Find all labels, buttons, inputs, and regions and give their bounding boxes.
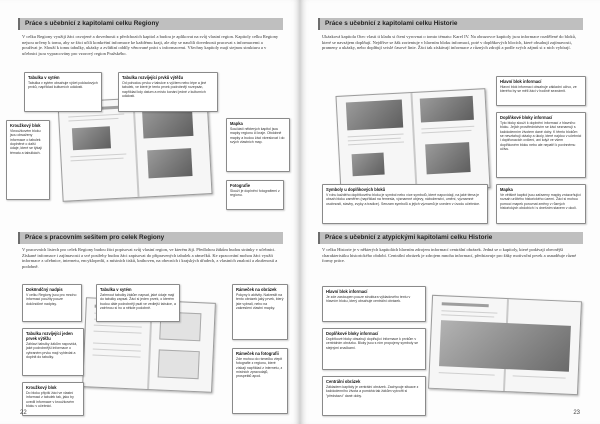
right-page bbox=[300, 0, 600, 424]
atypical-spread-thumbnail bbox=[428, 295, 582, 395]
callout-final-heading: Doköndčný nadpis V celku Regiony jsou pro mnoho informací použity pouze doköndčné nadpisy. bbox=[22, 284, 82, 322]
section-intro: Ukázková kapitola Otec vlasti ti kladu si čtení vyrovnat o tomto tématu: Karel IV. Na obrazovce kapitoly jsou informace rozdělené do bloků, které se navzájem doplňují. Nejdříve se žák zorientuje v hlavním bloku informací, poté v doplňkových blocích, které obsahují zajímavosti, prameny a ukázky, nebo doplňují svislé časové linie. Žáci tak získávají informace z různých zdrojů a podle svých zájmů si z nich vybírají. bbox=[322, 34, 576, 51]
callout-main-block: Hlavní blok informací Hlavní blok informací obsahuje základní učivo, ze kterého by se měli žáci v hodině seznámit. bbox=[496, 76, 586, 106]
callout-table-one-element: Tabulka rozvíjející jeden prvek výtěžu Záhlaví tabulky žákům napovídá, jaké podrobnější informace o vybraném prvku mají vyhledat a doplnit do tabulky. bbox=[22, 328, 84, 376]
callout-photo-frame: Rámeček na fotografii Zde mohou do rámečku vlepit fotografie z regionu, které získají například z internetu, z místních zpravodajů, prospektů apod. bbox=[232, 348, 288, 414]
section-banner: Práce s učebnicí z kapitolami celku Historie bbox=[318, 18, 583, 30]
callout-main-block-atypical: Hlavní blok informací Je zde zastoupen pouze struktura výkladového textu v hlavním bloku, který obsahuje centrální obrázek. bbox=[322, 286, 426, 322]
page-number: 22 bbox=[20, 410, 27, 416]
callout-ring-block: Kroužkový blok Vkroužkovém bloku jsou obsaženy informace o tabulek doplněné o další údaje, které se týkají tématu a tabulkách. bbox=[6, 120, 50, 200]
section-banner: Práce s učebnicí z kapitolami celku Regiony bbox=[18, 18, 283, 30]
callout-block-symbols: Symboly u doplňkových bloků V rohu každého doplňkového bloku je symbol nebo více symbolů, které napovídají, na jaké téma je obsah bloku zaměřen (například na řemesla, významné objevy, náboženství, umění, významné osobnosti, stavby, zvyky a tradice). Senzam symbolů a jejich významů je uveden v úvodu učebnice. bbox=[322, 184, 488, 224]
callout-central-image: Centrální obrázek Základem kapitoly je centrální obrázek. Zachycuje situace z každodenního života a pomáhá tak žákům vytvořit si "představu" dané doby. bbox=[322, 376, 426, 416]
callout-map-history: Mapka Ve většině kapitol jsou zařazeny mapky znázorňující rozsah určitého historického území. Žáci si mohou pomocí mapek porovnat změny v různých historických obdobích i s dnešním stavem v okolí. bbox=[496, 184, 586, 224]
callout-supplementary-atypical: Doplňkové bloky informací Doplňkové bloky obsahují doplňující informace k prvkům v centrálním obrázku. Bloky jsou s ním propojeny symboly se stejnými značkami. bbox=[322, 328, 426, 370]
section-banner: Práce s učebnicí z atypickými kapitolami celku Historie bbox=[318, 232, 583, 244]
callout-table-system: Tabulka v sytém Tabulka v sytém obsahuje výčet pokladových prvků, například kulturních událostí. bbox=[24, 72, 102, 112]
callout-photo: Fotografie Slouží je doplnění fotografiemi z regionu. bbox=[226, 180, 284, 210]
callout-picture-frame: Rámeček na obrázek Pokyny k aktivity. Nakreslit na tento obrázek jaký prvek, který jste vybrali, nebo na zakreslení vlastní mapky. bbox=[232, 284, 288, 340]
section-intro: V celku Regiony využijí žáci osvojené a dovednosti z předchozích kapitol a budou je aplikovat na svůj vlastní region. Kapitoly celku Regiony nejsou určeny k tomu, aby se žáci učili konkrétní informace ke každému kraji, ale aby se naučili dovednosti pracovat s informacemi a používat je. Slouží k tomu tabulky, ukázky a zvláštní oddíly věnované práci s informacemi. Všechny kapitoly mají stejnou strukturu a v učebnici jsou vypracovány pro vzorový region Pražského. bbox=[22, 34, 279, 56]
callout-ring-block-workbook: Kroužkový blok Do bloku připíší žáci ve vlastní informaci z tabulek tak, jako by uvedli informace v kroužkovém bloku v učebnici. bbox=[22, 382, 84, 416]
page-number: 23 bbox=[573, 410, 580, 416]
section-intro: V celku Historie je v některých kapitolách hlavním zdrojem informací centrální obrázek. Jedná se o kapitoly, které podávají obecnější charakteristiku historického období. Centrální obrázek je zdrojem mnoha informací, představuje pro žáky motivační prvek a usnadňuje různé formy práce. bbox=[322, 247, 577, 264]
callout-map: Mapka Součástí některých kapitol jsou mapky regionu či kraje. Obdobně mapky a budou žáci vkreslovat i do svých vlastních map. bbox=[226, 118, 290, 172]
section-intro: V pracovních listech pro celek Regiony budou žáci popisovat svůj vlastní region, ve kterém žijí. Předlohou žákům budou stránky v učebnici. Získané informace i zajímavosti a své postřehy budou žáci zapisovat do připravených tabulek a rámečků. Ke zpracování mohou žáci využít informace z učebnice, internetu, encyklopedií, z místních tisků, knihoven, na obecních i krajských úřadech, z vlastních znalostí a zkušeností a podobně. bbox=[22, 247, 278, 269]
callout-table-developing: Tabulka rozvíjející prvků výtěžu Od pohodou prvku v tabulce s výčtem nebo lépe a jiné tabulek, ve které je tento prvek podrobněji rozepsán, například kdy datum a místo konání jedné z kulturních událostí. bbox=[118, 72, 218, 112]
callout-table-system-workbook: Tabulka v sytém Zahrnout tabulky žákům napsat, jaké údaje mají do tabulky zapsat. Žáci si jeden prvek, o kterém budou dále podrobněji psát ve vedlejší tabulce, a zatrhnou si ho a někde podobně. bbox=[96, 284, 180, 322]
history-spread-thumbnail bbox=[335, 88, 490, 196]
callout-supplementary-blocks: Doplňkové bloky informací Tyto bloky slouží k doplnění informací z hlavního bloku. Jejich prostřednictvím se žáci seznamují s každodenním životem dané doby. K těmto blokům se nevztahují otázky a úkoly, které najdou v učebnici i doplňovacích cvičení, ani když ve všem doplňkovém bloku nebo ale nepatří k povinnému učivu. bbox=[496, 112, 586, 178]
section-banner: Práce s pracovním sešitem pro celek Regiony bbox=[18, 232, 283, 244]
